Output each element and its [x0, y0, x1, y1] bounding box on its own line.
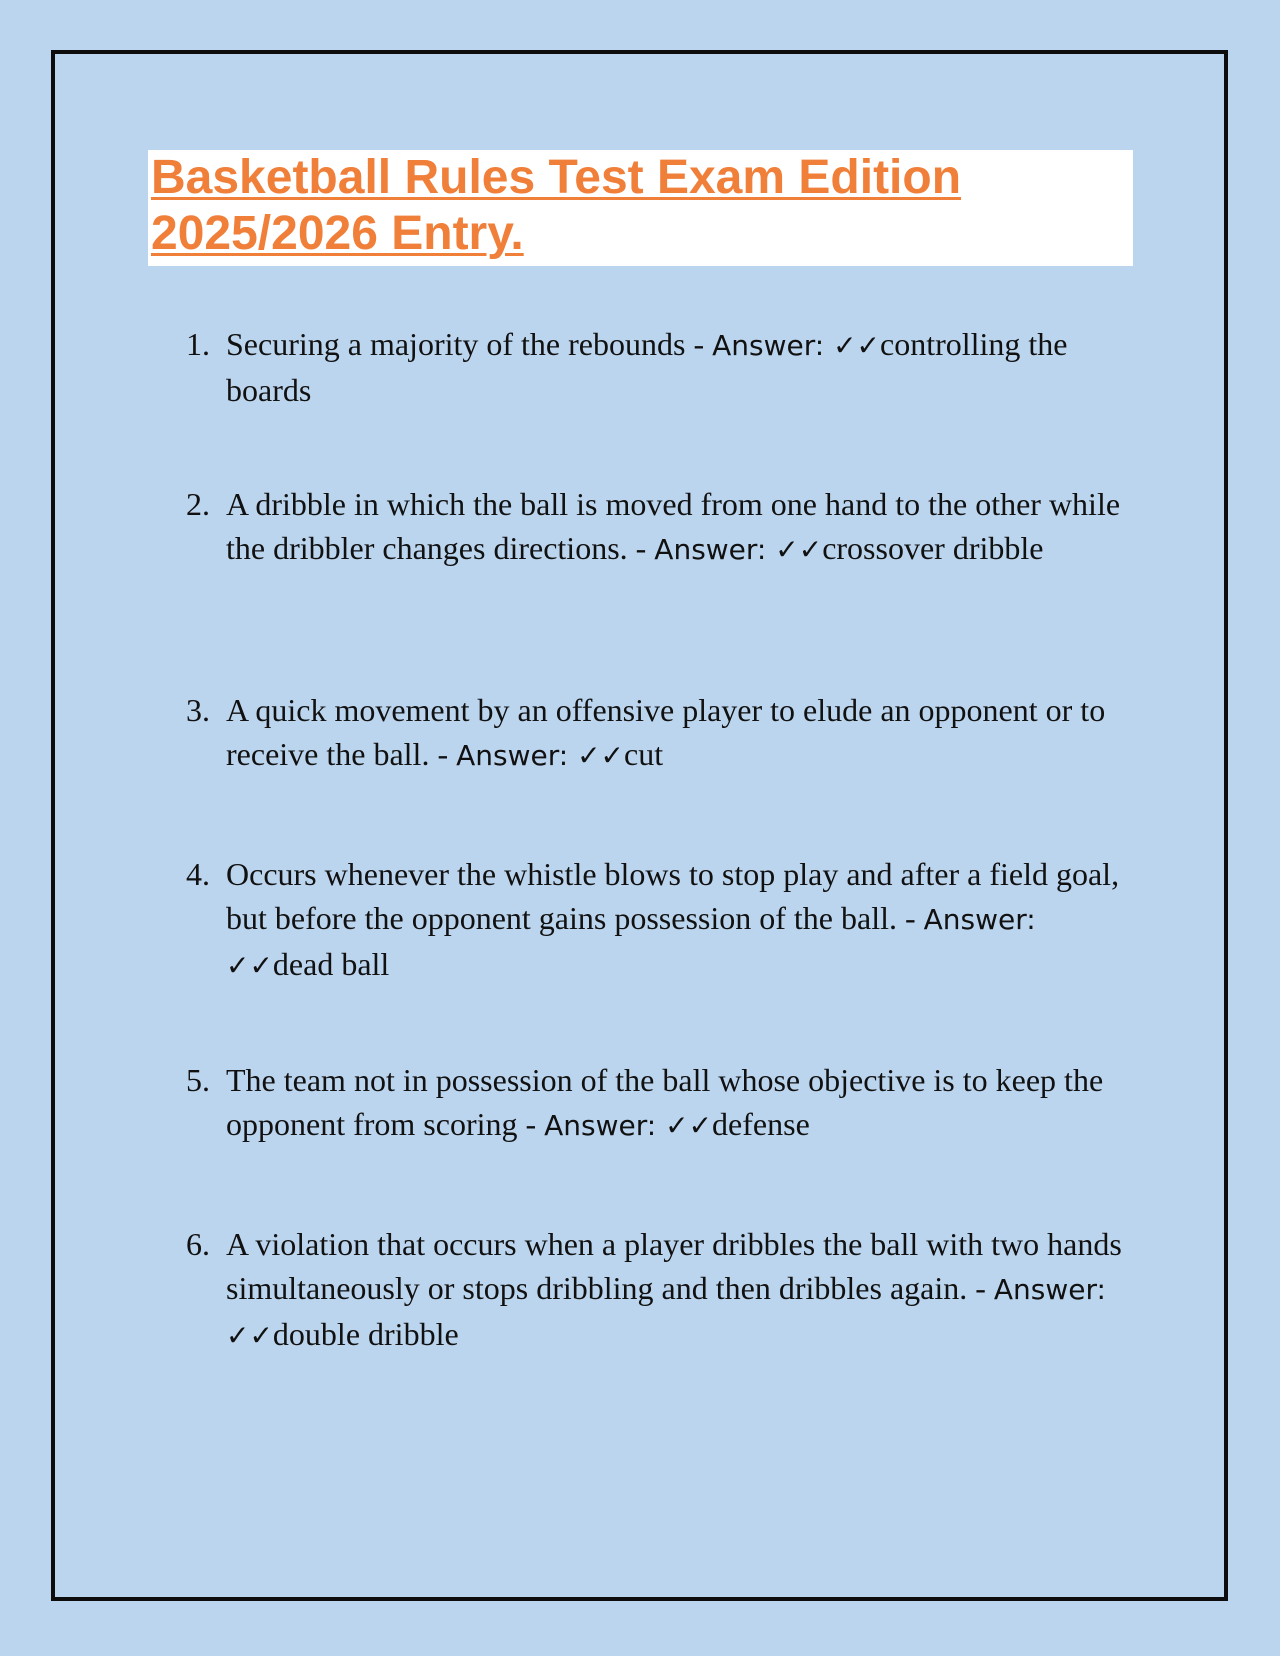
title-line-2: 2025/2026 Entry. — [151, 207, 524, 260]
list-item — [186, 322, 1126, 412]
double-check-icon: ✓✓ — [577, 739, 624, 772]
item-text — [226, 322, 1126, 412]
answer-text: crossover dribble — [822, 530, 1044, 566]
double-check-icon: ✓✓ — [833, 329, 880, 362]
item-number: 4. — [186, 856, 210, 892]
answer-label: Answer: — [654, 533, 776, 566]
item-number: 1. — [186, 326, 210, 362]
item-number: 5. — [186, 1062, 210, 1098]
double-check-icon: ✓✓ — [775, 533, 823, 566]
list-item — [186, 852, 1126, 988]
answer-text: dead ball — [272, 946, 390, 982]
answer-text: controlling the boards — [226, 326, 1068, 408]
double-check-icon: ✓✓ — [226, 949, 273, 982]
item-number: 6. — [186, 1226, 210, 1262]
item-text — [226, 688, 1126, 778]
list-item — [186, 1058, 1126, 1148]
question-text: A dribble in which the ball is moved from one hand to the other while the dribbler changes directions. - — [226, 486, 1121, 566]
question-text: Occurs whenever the whistle blows to stop play and after a field goal, but before the opponent gains possession of the ball. - — [226, 856, 1120, 936]
page-frame — [51, 50, 1228, 1601]
double-check-icon: ✓✓ — [226, 1319, 273, 1352]
answer-label: Answer: — [923, 903, 1036, 936]
answer-label: Answer: — [993, 1273, 1106, 1306]
answer-label: Answer: — [544, 1109, 666, 1142]
double-check-icon: ✓✓ — [665, 1109, 713, 1142]
item-text — [226, 482, 1126, 572]
list-item — [186, 482, 1126, 572]
answer-text: double dribble — [272, 1316, 459, 1352]
answer-text: defense — [712, 1106, 810, 1142]
answer-label: Answer: — [712, 329, 834, 362]
title-box — [148, 150, 1133, 266]
item-text — [226, 852, 1126, 988]
list-item — [186, 1222, 1126, 1358]
item-number: 2. — [186, 486, 210, 522]
question-text: The team not in possession of the ball whose objective is to keep the opponent from scoring - — [226, 1062, 1104, 1142]
title-line-1: Basketball Rules Test Exam Edition — [151, 151, 962, 204]
item-number: 3. — [186, 692, 210, 728]
question-text: Securing a majority of the rebounds - — [226, 326, 713, 362]
question-text: A violation that occurs when a player dribbles the ball with two hands simultaneously or stops dribbling and then dribbles again. - — [226, 1226, 1122, 1306]
answer-text: cut — [623, 736, 664, 772]
list-item — [186, 688, 1126, 778]
question-text: A quick movement by an offensive player to elude an opponent or to receive the ball. - — [226, 692, 1106, 772]
answer-label: Answer: — [456, 739, 578, 772]
item-text — [226, 1058, 1126, 1148]
item-text — [226, 1222, 1126, 1358]
